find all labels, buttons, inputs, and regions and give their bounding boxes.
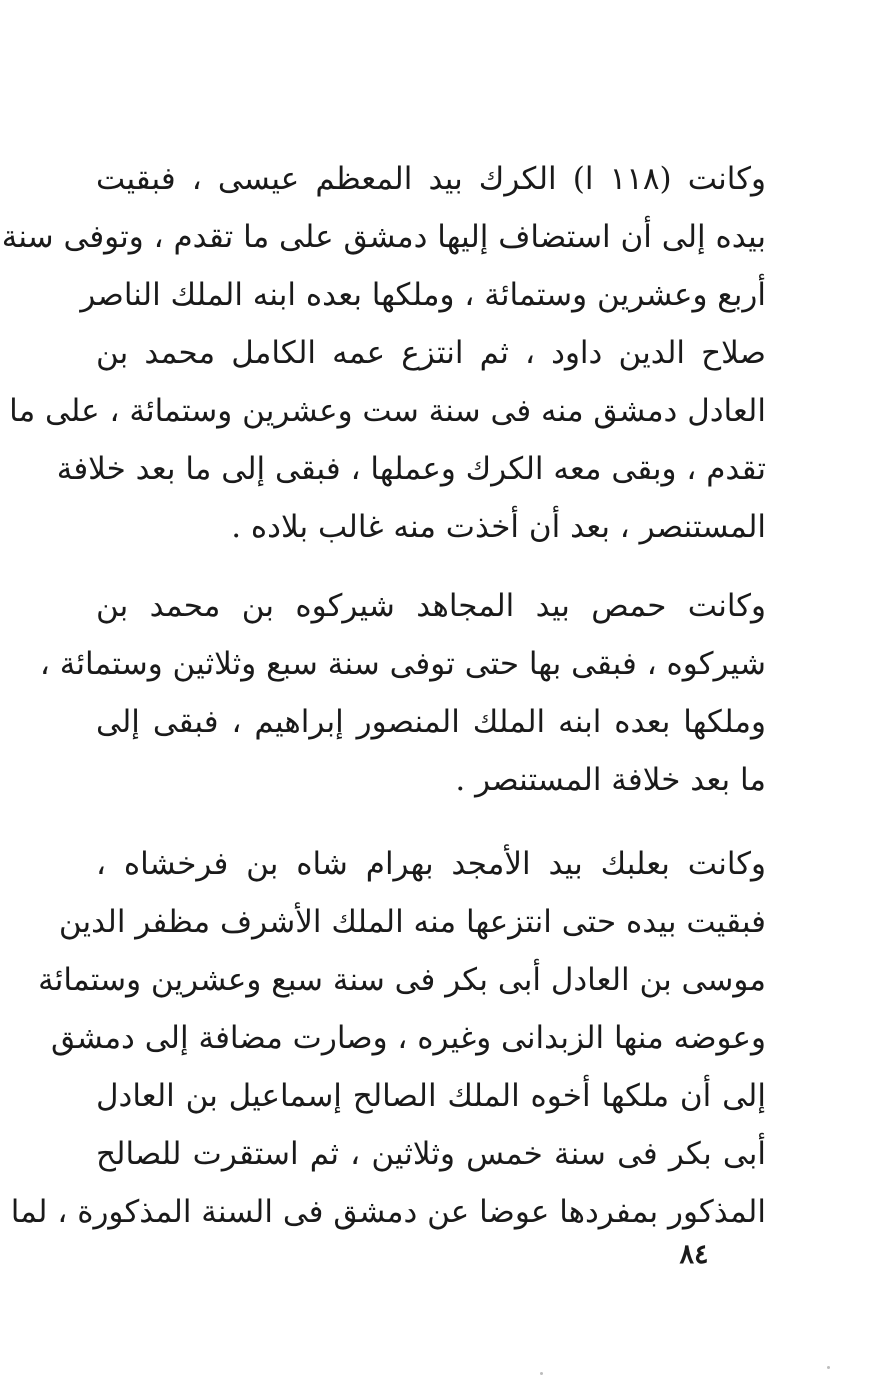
paragraph-karak bbox=[1, 150, 766, 556]
text-line: وكانت (١١٨ ا) الكرك بيد المعظم عيسى ، فبقيت bbox=[96, 161, 766, 197]
text-line: المستنصر ، بعد أن أخذت منه غالب بلاده . bbox=[231, 509, 766, 545]
text-line: صلاح الدين داود ، ثم انتزع عمه الكامل محمد بن bbox=[96, 335, 766, 371]
text-line: المذكور بمفردها عوضا عن دمشق فى السنة المذكورة ، لما bbox=[10, 1194, 766, 1230]
paragraph-baalbek bbox=[10, 835, 766, 1241]
text-line: تقدم ، وبقى معه الكرك وعملها ، فبقى إلى ما بعد خلافة bbox=[56, 451, 766, 487]
text-line: بيده إلى أن استضاف إليها دمشق على ما تقدم ، وتوفى سنة bbox=[1, 219, 766, 255]
paragraph-homs bbox=[39, 577, 766, 809]
text-line: أبى بكر فى سنة خمس وثلاثين ، ثم استقرت للصالح bbox=[96, 1136, 766, 1172]
scan-speck bbox=[540, 1372, 543, 1375]
text-line: وملكها بعده ابنه الملك المنصور إبراهيم ، فبقى إلى bbox=[96, 704, 766, 740]
text-line: أربع وعشرين وستمائة ، وملكها بعده ابنه الملك الناصر bbox=[80, 277, 766, 313]
text-line: وكانت حمص بيد المجاهد شيركوه بن محمد بن bbox=[96, 588, 766, 624]
text-line: موسى بن العادل أبى بكر فى سنة سبع وعشرين وستمائة bbox=[38, 962, 766, 998]
text-line: شيركوه ، فبقى بها حتى توفى سنة سبع وثلاثين وستمائة ، bbox=[39, 646, 766, 682]
page-number: ٨٤ bbox=[679, 1239, 709, 1270]
text-line: ما بعد خلافة المستنصر . bbox=[455, 762, 766, 798]
text-line: وكانت بعلبك بيد الأمجد بهرام شاه بن فرخشاه ، bbox=[96, 846, 766, 882]
text-line: وعوضه منها الزبدانى وغيره ، وصارت مضافة إلى دمشق bbox=[50, 1020, 766, 1056]
text-line: فبقيت بيده حتى انتزعها منه الملك الأشرف مظفر الدين bbox=[58, 904, 766, 940]
text-line: إلى أن ملكها أخوه الملك الصالح إسماعيل بن العادل bbox=[96, 1078, 766, 1114]
scan-speck bbox=[827, 1366, 830, 1369]
text-line: العادل دمشق منه فى سنة ست وعشرين وستمائة ، على ما bbox=[9, 393, 766, 429]
